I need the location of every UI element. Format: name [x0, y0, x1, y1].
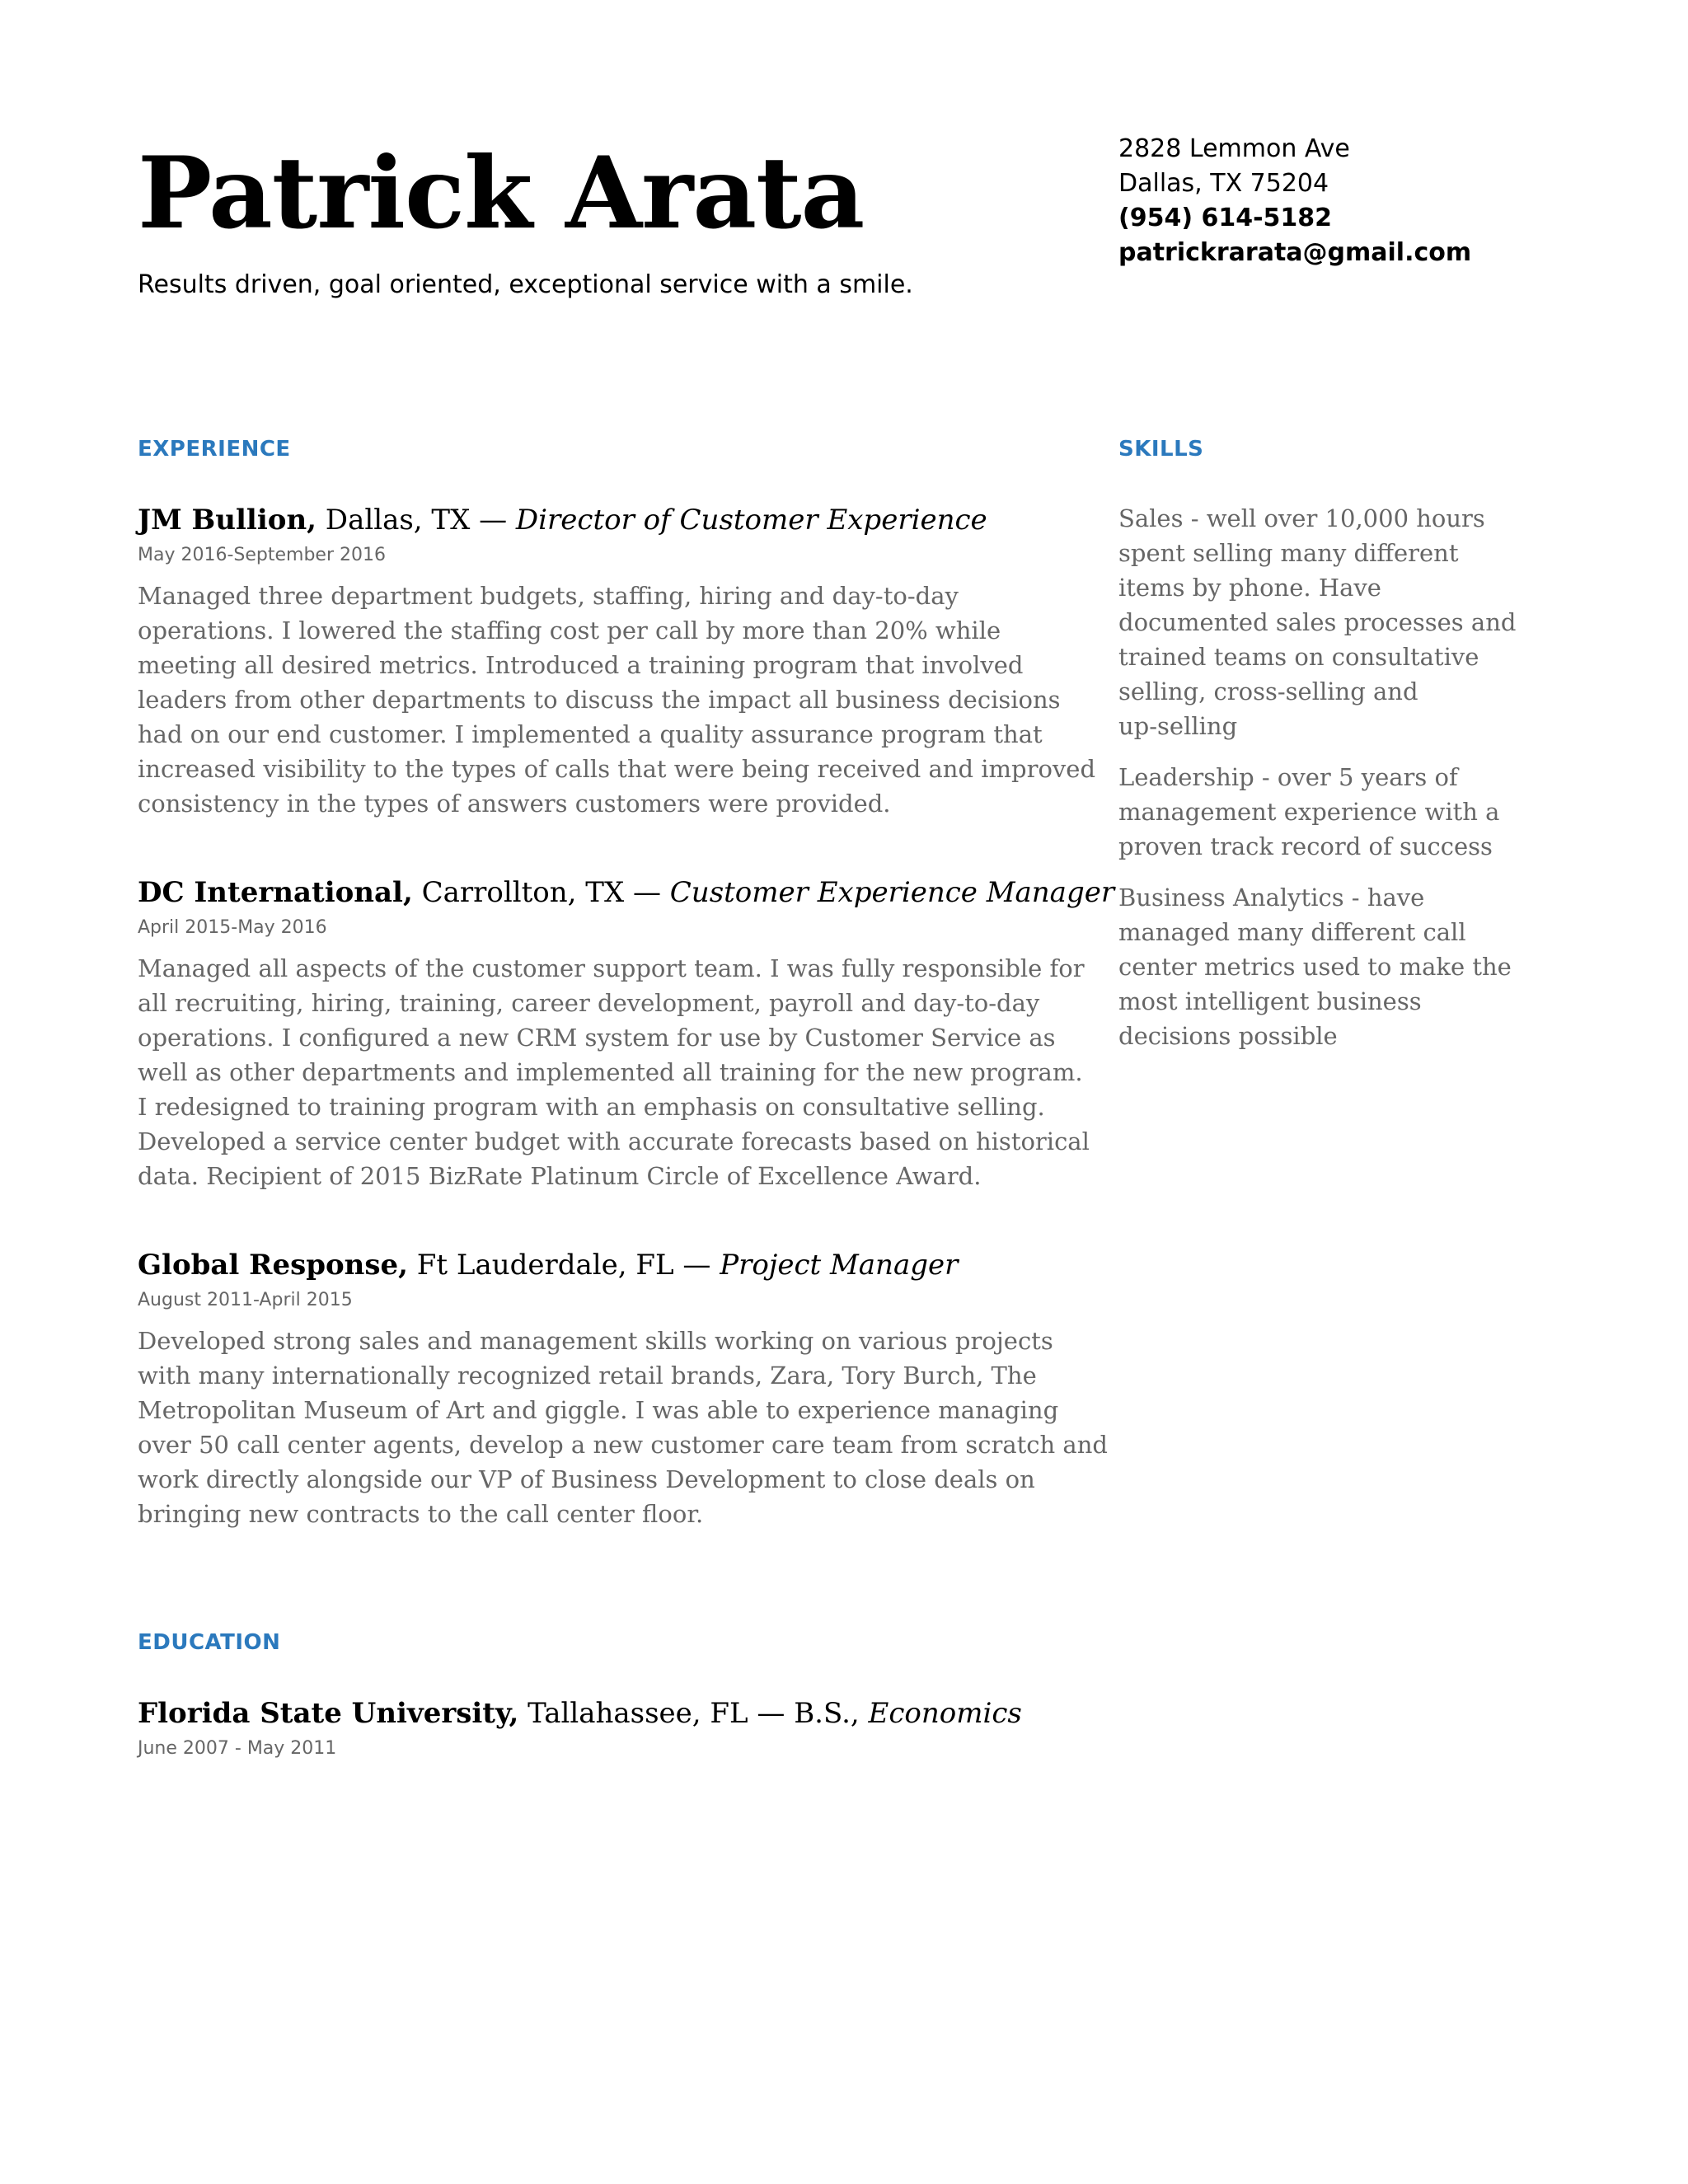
- education-dates: June 2007 - May 2011: [138, 1738, 337, 1759]
- skill-line: Sales - well over 10,000 hours: [1118, 504, 1485, 532]
- job-entry: [138, 1244, 1108, 1531]
- education-entry: [138, 1693, 1036, 1764]
- skill-line: up-selling: [1118, 712, 1238, 740]
- education-heading: EDUCATION: [138, 1630, 281, 1655]
- tagline: Results driven, goal oriented, exceptional service with a smile.: [138, 270, 913, 299]
- job-entry: [138, 499, 1096, 821]
- job-description: [138, 579, 1096, 821]
- skill-item: [1118, 760, 1580, 864]
- job-role: Project Manager: [720, 1249, 959, 1282]
- job-title-line: [138, 499, 1036, 541]
- description-line: consistency in the types of answers customers were provided.: [138, 790, 891, 818]
- description-line: increased visibility to the types of calls that were being received and improved: [138, 755, 1096, 783]
- description-line: data. Recipient of 2015 BizRate Platinum Circle of Excellence Award.: [138, 1162, 982, 1190]
- skill-line: most intelligent business: [1118, 987, 1422, 1015]
- job-role: Customer Experience Manager: [669, 876, 1115, 909]
- description-line: Developed strong sales and management skills working on various projects: [138, 1327, 1053, 1355]
- job-dates: August 2011-April 2015: [138, 1290, 353, 1310]
- description-line: I redesigned to training program with an emphasis on consultative selling.: [138, 1093, 1045, 1121]
- school-name: Florida State University,: [138, 1697, 519, 1730]
- skill-item: [1118, 501, 1580, 743]
- job-location: Dallas, TX —: [316, 504, 516, 537]
- phone-number: (954) 614-5182: [1118, 204, 1333, 232]
- education-title-line: [138, 1693, 1036, 1734]
- description-line: operations. I lowered the staffing cost per call by more than 20% while: [138, 616, 1001, 644]
- job-role: Director of Customer Experience: [515, 504, 987, 537]
- description-line: bringing new contracts to the call center floor.: [138, 1500, 704, 1528]
- description-line: Managed three department budgets, staffing, hiring and day-to-day: [138, 582, 959, 610]
- skill-line: documented sales processes and: [1118, 608, 1517, 636]
- description-line: all recruiting, hiring, training, career development, payroll and day-to-day: [138, 989, 1040, 1017]
- email-address: patrickrarata@gmail.com: [1118, 238, 1472, 267]
- description-line: with many internationally recognized retail brands, Zara, Tory Burch, The: [138, 1361, 1037, 1390]
- contact-block: [1118, 132, 1471, 270]
- description-line: Managed all aspects of the customer support team. I was fully responsible for: [138, 954, 1085, 982]
- job-location: Ft Lauderdale, FL —: [408, 1249, 720, 1282]
- description-line: leaders from other departments to discuss the impact all business decisions: [138, 686, 1061, 714]
- description-line: Metropolitan Museum of Art and giggle. I was able to experience managing: [138, 1396, 1059, 1424]
- candidate-name: Patrick Arata: [138, 135, 865, 251]
- description-line: well as other departments and implemented all training for the new program.: [138, 1058, 1083, 1086]
- skill-line: managed many different call: [1118, 918, 1466, 946]
- description-line: over 50 call center agents, develop a new customer care team from scratch and: [138, 1431, 1108, 1459]
- job-organization: Global Response,: [138, 1249, 408, 1282]
- job-description: [138, 951, 1090, 1193]
- description-line: work directly alongside our VP of Business Development to close deals on: [138, 1465, 1035, 1493]
- skills-heading: SKILLS: [1118, 437, 1204, 462]
- address-line-2: Dallas, TX 75204: [1118, 169, 1329, 198]
- skill-line: Business Analytics - have: [1118, 883, 1425, 912]
- job-title-line: [138, 872, 1115, 913]
- skill-line: Leadership - over 5 years of: [1118, 763, 1458, 791]
- job-description: [138, 1324, 1108, 1531]
- job-entry: [138, 872, 1115, 1193]
- job-organization: DC International,: [138, 876, 413, 909]
- job-organization: JM Bullion,: [138, 504, 316, 537]
- skill-line: items by phone. Have: [1118, 574, 1381, 602]
- skill-line: decisions possible: [1118, 1022, 1338, 1050]
- skill-line: center metrics used to make the: [1118, 953, 1512, 981]
- skill-line: selling, cross-selling and: [1118, 677, 1418, 705]
- skill-line: proven track record of success: [1118, 832, 1493, 860]
- skill-line: spent selling many different: [1118, 539, 1459, 567]
- skill-item: [1118, 880, 1580, 1053]
- job-location: Carrollton, TX —: [412, 876, 670, 909]
- skills-list: [1118, 501, 1580, 1070]
- job-title-line: [138, 1244, 1036, 1286]
- skill-line: management experience with a: [1118, 798, 1500, 826]
- skill-line: trained teams on consultative: [1118, 643, 1479, 671]
- description-line: had on our end customer. I implemented a quality assurance program that: [138, 720, 1043, 748]
- degree-field: Economics: [868, 1697, 1022, 1730]
- address-line-1: 2828 Lemmon Ave: [1118, 134, 1350, 163]
- job-dates: May 2016-September 2016: [138, 545, 386, 565]
- experience-heading: EXPERIENCE: [138, 437, 291, 462]
- job-dates: April 2015-May 2016: [138, 917, 327, 938]
- description-line: operations. I configured a new CRM system for use by Customer Service as: [138, 1024, 1056, 1052]
- description-line: Developed a service center budget with accurate forecasts based on historical: [138, 1127, 1090, 1155]
- school-location: Tallahassee, FL — B.S.,: [518, 1697, 869, 1730]
- description-line: meeting all desired metrics. Introduced a training program that involved: [138, 651, 1024, 679]
